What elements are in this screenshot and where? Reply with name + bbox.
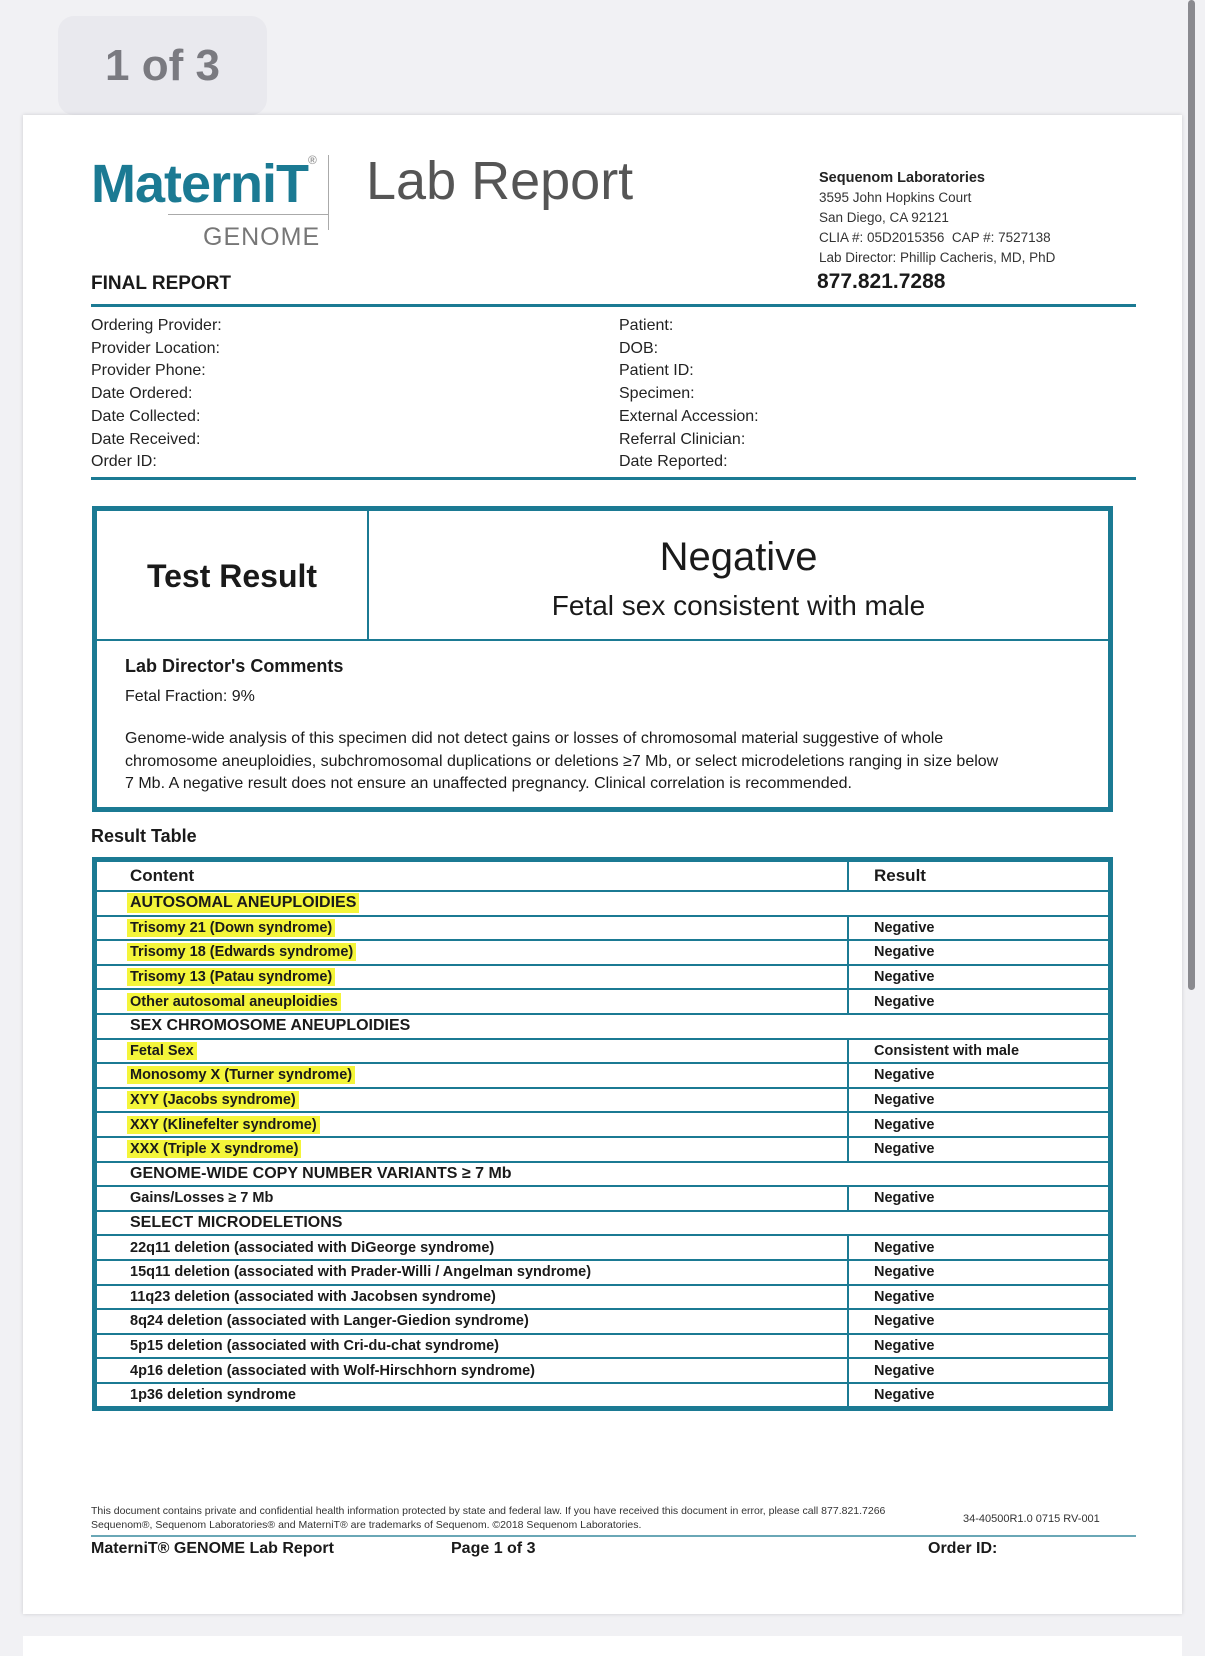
result-cell: Negative: [874, 944, 935, 961]
content-text: XXY (Klinefelter syndrome): [127, 1116, 320, 1134]
content-text: Fetal Sex: [127, 1042, 197, 1060]
scrollbar[interactable]: [1188, 0, 1195, 990]
lab-director: Lab Director: Phillip Cacheris, MD, PhD: [819, 250, 1056, 265]
next-page: [23, 1636, 1182, 1656]
table-section-row: [97, 1013, 1108, 1038]
footer-order-id: Order ID:: [928, 1540, 998, 1557]
lab-phone: 877.821.7288: [817, 270, 946, 293]
lab-info: [819, 168, 1055, 268]
divider: [91, 477, 1136, 480]
field-label: DOB:: [619, 339, 659, 357]
result-cell: Negative: [874, 1092, 935, 1109]
field-label: Ordering Provider:: [91, 317, 222, 334]
content-text: 4p16 deletion (associated with Wolf-Hirschhorn syndrome): [130, 1362, 535, 1379]
field-label: Specimen:: [619, 385, 695, 403]
content-text: SEX CHROMOSOME ANEUPLOIDIES: [130, 1017, 411, 1035]
content-cell: [97, 1015, 849, 1038]
result-table-title: Result Table: [91, 826, 197, 846]
content-text: 22q11 deletion (associated with DiGeorge syndrome): [130, 1239, 495, 1256]
logo-divider: [168, 214, 328, 215]
comment-text: Genome-wide analysis of this specimen did not detect gains or losses of chromosomal material suggestive of whole chromosome aneuploidies, subchromosomal duplications or deletions ≥7 Mb, or select microdeletions ranging in size below 7 Mb. A negative result does not ensure an unaffected pregnancy. Clinical correlation is recommended.: [125, 730, 999, 792]
content-cell: [97, 966, 849, 989]
logo-divider: [328, 155, 329, 230]
content-cell: [97, 1212, 849, 1235]
table-section-row: [97, 1210, 1108, 1235]
result-cell: [849, 1163, 1108, 1186]
table-row: [97, 1234, 1108, 1259]
content-cell: [97, 1040, 849, 1063]
content-text: Gains/Losses ≥ 7 Mb: [130, 1190, 274, 1207]
field-label: Date Collected:: [91, 407, 201, 425]
table-section-row: [97, 1161, 1108, 1186]
content-cell: [97, 1335, 849, 1358]
table-row: [97, 1136, 1108, 1161]
table-row: [97, 1111, 1108, 1136]
result-cell: Consistent with male: [874, 1042, 1020, 1059]
header-content: Content: [97, 862, 849, 890]
field-label: Patient:: [619, 317, 674, 334]
table-row: [97, 964, 1108, 989]
logo: MaterniT®: [91, 153, 316, 214]
content-text: Monosomy X (Turner syndrome): [127, 1066, 355, 1084]
field-label: Date Received:: [91, 430, 201, 448]
document-code: 34-40500R1.0 0715 RV-001: [963, 1513, 1100, 1525]
content-cell: [97, 1286, 849, 1309]
comments-title: Lab Director's Comments: [125, 656, 344, 676]
lab-ids: CLIA #: 05D2015356 CAP #: 7527138: [819, 230, 1051, 245]
field-label: Patient ID:: [619, 362, 694, 380]
test-result-value: [369, 511, 1108, 641]
report-page: [23, 115, 1182, 1614]
content-cell: [97, 917, 849, 940]
table-row: [97, 1062, 1108, 1087]
table-row: [97, 1087, 1108, 1112]
content-text: 1p36 deletion syndrome: [130, 1387, 296, 1404]
content-cell: [97, 1163, 849, 1186]
field-label: Date Ordered:: [91, 385, 193, 403]
lab-name: Sequenom Laboratories: [819, 170, 985, 186]
content-text: AUTOSOMAL ANEUPLOIDIES: [127, 893, 359, 913]
content-cell: [97, 990, 849, 1013]
page-counter: 1 of 3: [58, 16, 267, 115]
brand-sub: GENOME: [203, 223, 321, 251]
table-row: [97, 1308, 1108, 1333]
brand-name: MaterniT: [91, 154, 309, 214]
result-cell: Negative: [874, 1387, 935, 1404]
lab-comments: [97, 639, 1108, 810]
patient-info: [619, 315, 759, 474]
content-cell: [97, 1384, 849, 1407]
trademark-line: Sequenom®, Sequenom Laboratories® and MaterniT® are trademarks of Sequenom. ©2018 Sequenom Laboratories.: [91, 1519, 642, 1531]
result-cell: [849, 1015, 1108, 1038]
divider: [91, 1535, 1136, 1537]
result-cell: Negative: [874, 969, 935, 986]
content-text: 15q11 deletion (associated with Prader-Willi / Angelman syndrome): [130, 1264, 592, 1281]
fetal-sex: Fetal sex consistent with male: [551, 590, 926, 621]
content-cell: [97, 1064, 849, 1087]
content-cell: [97, 1359, 849, 1382]
report-type: FINAL REPORT: [91, 273, 232, 294]
content-text: Other autosomal aneuploidies: [127, 993, 341, 1011]
result-cell: Negative: [874, 1337, 935, 1354]
table-row: [97, 1038, 1108, 1063]
content-text: 11q23 deletion (associated with Jacobsen syndrome): [130, 1288, 496, 1305]
table-row: [97, 1357, 1108, 1382]
content-text: XYY (Jacobs syndrome): [127, 1091, 299, 1109]
field-label: Order ID:: [91, 453, 157, 471]
result-cell: Negative: [874, 1362, 935, 1379]
table-section-row: [97, 890, 1108, 915]
lab-address2: San Diego, CA 92121: [819, 210, 949, 225]
content-text: 8q24 deletion (associated with Langer-Giedion syndrome): [130, 1313, 529, 1330]
content-text: 5p15 deletion (associated with Cri-du-chat syndrome): [130, 1337, 500, 1354]
field-label: External Accession:: [619, 407, 759, 425]
result-cell: Negative: [874, 1264, 935, 1281]
content-cell: [97, 941, 849, 964]
test-result-box: [92, 506, 1113, 812]
field-label: Provider Phone:: [91, 362, 206, 380]
result-cell: [849, 1212, 1108, 1235]
table-row: [97, 915, 1108, 940]
result-cell: [849, 892, 1108, 915]
content-text: GENOME-WIDE COPY NUMBER VARIANTS ≥ 7 Mb: [130, 1164, 512, 1182]
field-label: Referral Clinician:: [619, 430, 746, 448]
result-cell: Negative: [874, 1288, 935, 1305]
content-cell: [97, 1138, 849, 1161]
field-label: Date Reported:: [619, 453, 728, 471]
divider: [91, 304, 1136, 307]
content-cell: [97, 1310, 849, 1333]
footer-page: Page 1 of 3: [451, 1540, 536, 1557]
result-table: [92, 857, 1113, 1411]
table-row: [97, 1382, 1108, 1407]
table-row: [97, 939, 1108, 964]
disclaimer-line: This document contains private and confidential health information protected by state and federal law. If you have received this document in error, please call 877.821.7266: [91, 1505, 886, 1517]
result-cell: Negative: [874, 1067, 935, 1084]
result-value: Negative: [659, 535, 818, 579]
table-row: [97, 1284, 1108, 1309]
result-cell: Negative: [874, 1239, 935, 1256]
result-cell: Negative: [874, 1313, 935, 1330]
result-cell: Negative: [874, 1190, 935, 1207]
result-cell: Negative: [874, 993, 935, 1010]
content-cell: [97, 1089, 849, 1112]
result-cell: Negative: [874, 1141, 935, 1158]
test-result-label: Test Result: [97, 511, 369, 641]
footer-product: MaterniT® GENOME Lab Report: [91, 1540, 334, 1557]
field-label: Provider Location:: [91, 339, 220, 357]
content-cell: [97, 1236, 849, 1259]
table-row: [97, 1259, 1108, 1284]
content-cell: [97, 1187, 849, 1210]
table-row: [97, 1333, 1108, 1358]
table-row: [97, 1185, 1108, 1210]
header-result: Result: [874, 866, 926, 885]
provider-info: [91, 315, 222, 474]
result-cell: Negative: [874, 1116, 935, 1133]
table-row: [97, 988, 1108, 1013]
lab-address1: 3595 John Hopkins Court: [819, 190, 972, 205]
content-text: Trisomy 13 (Patau syndrome): [127, 968, 335, 986]
result-cell: Negative: [874, 919, 935, 936]
content-text: XXX (Triple X syndrome): [127, 1140, 301, 1158]
report-title: Lab Report: [366, 151, 634, 211]
fetal-fraction: Fetal Fraction: 9%: [125, 687, 255, 705]
content-cell: [97, 892, 849, 915]
content-text: Trisomy 18 (Edwards syndrome): [127, 943, 356, 961]
disclaimer: [91, 1504, 885, 1532]
table-header: [97, 862, 1108, 890]
content-cell: [97, 1261, 849, 1284]
content-text: Trisomy 21 (Down syndrome): [127, 919, 335, 937]
content-text: SELECT MICRODELETIONS: [130, 1214, 343, 1232]
content-cell: [97, 1113, 849, 1136]
